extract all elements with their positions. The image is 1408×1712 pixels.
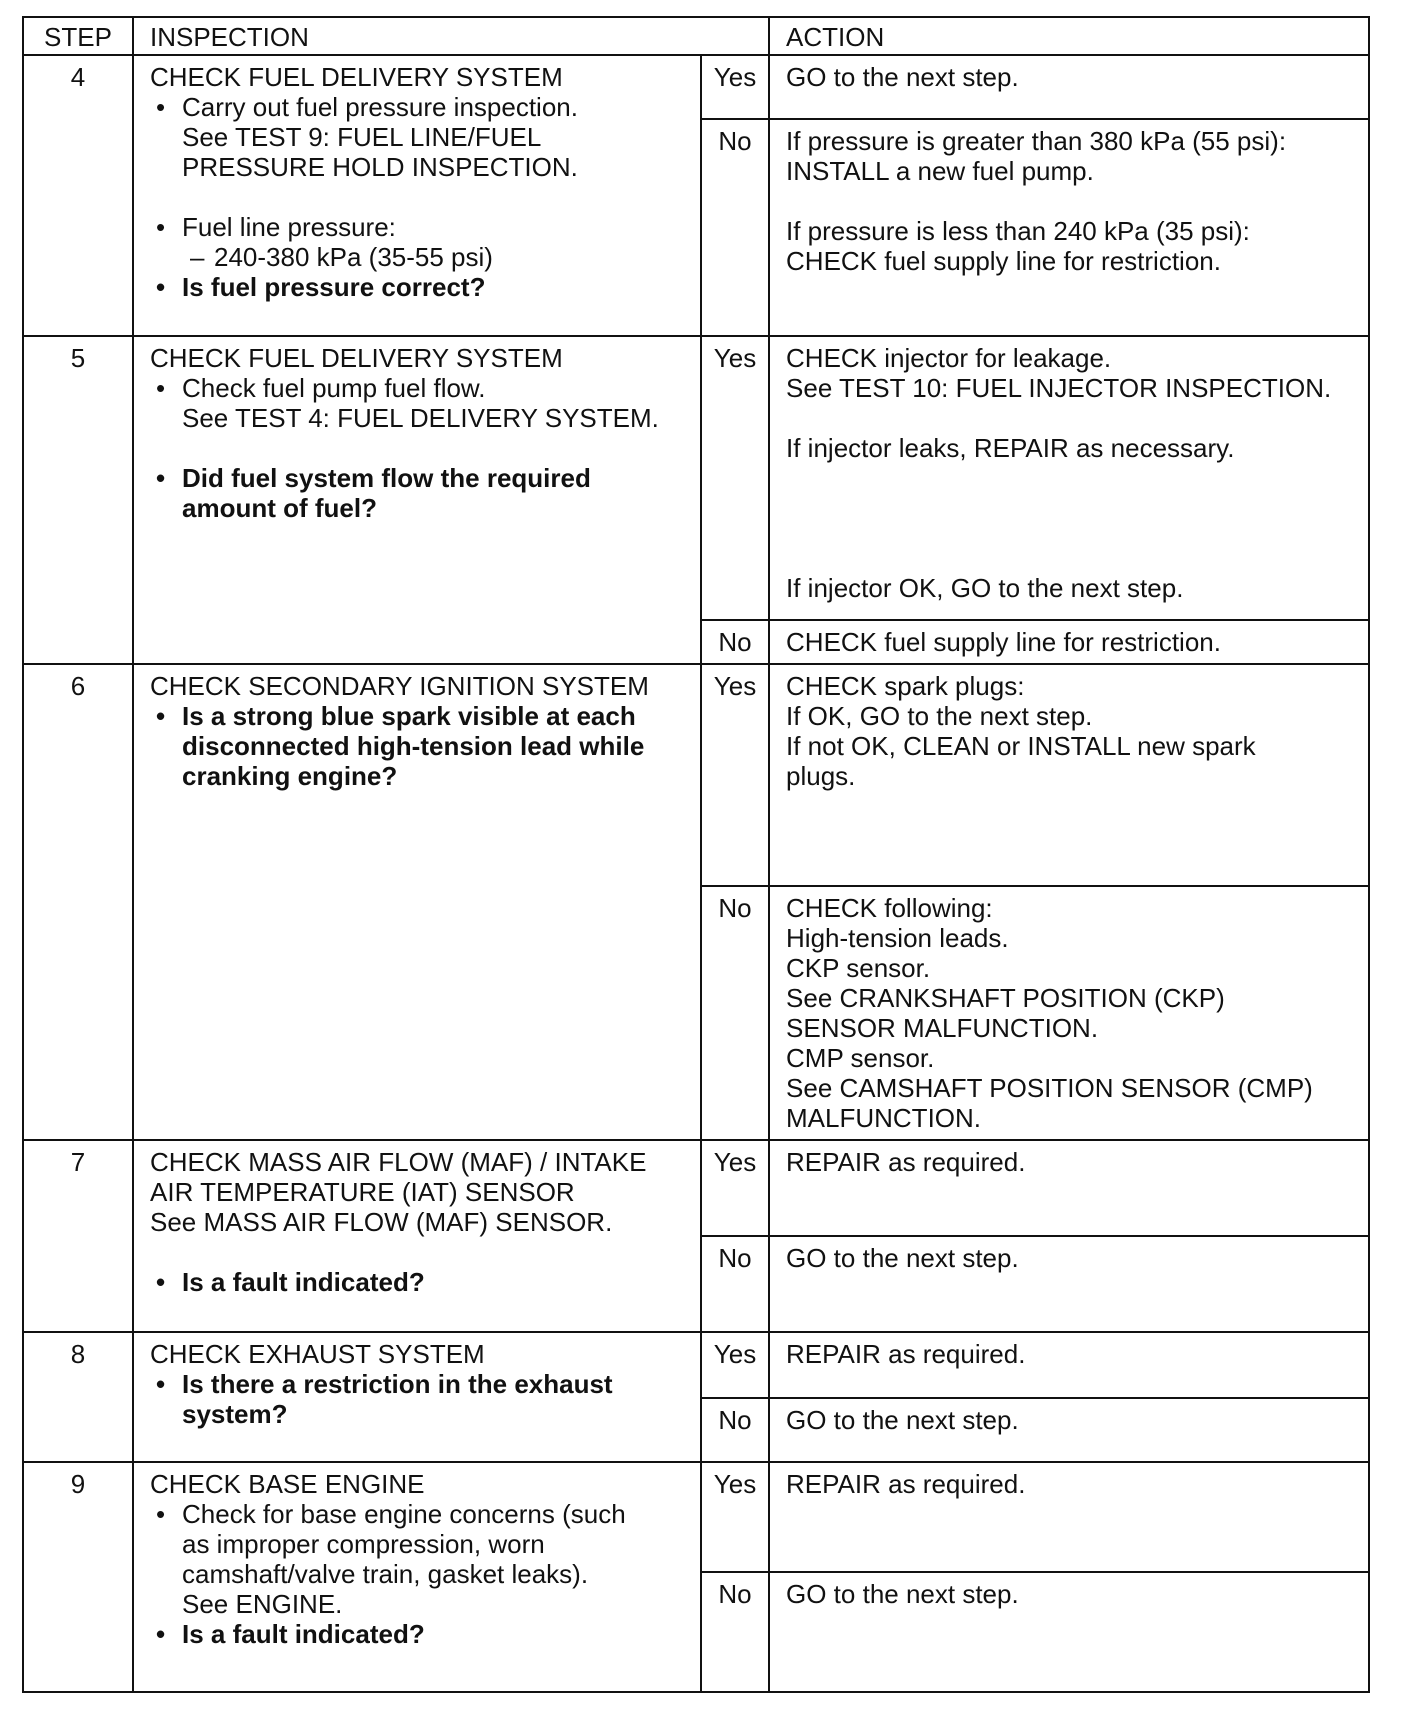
inspection-question: amount of fuel? [182,493,377,523]
spacer [786,403,1354,433]
header-step: STEP [23,17,133,55]
spacer [150,182,686,212]
inspection-reference: See ENGINE. [182,1589,343,1619]
diagnostic-table [22,16,1370,1693]
action-text: If injector leaks, REPAIR as necessary. [786,433,1235,463]
action-text: GO to the next step. [786,1405,1019,1435]
inspection-title: AIR TEMPERATURE (IAT) SENSOR [150,1177,575,1207]
action-text: REPAIR as required. [786,1147,1026,1177]
step-number: 9 [23,1462,133,1692]
inspection-cell [133,55,701,336]
action-text: REPAIR as required. [786,1339,1026,1369]
action-text: CHECK following: [786,893,993,923]
inspection-title: CHECK EXHAUST SYSTEM [150,1339,485,1369]
inspection-cell [133,1140,701,1332]
action-cell [769,336,1369,620]
inspection-question: • Did fuel system flow the required [150,463,686,493]
action-text: CHECK fuel supply line for restriction. [786,246,1221,276]
action-text: See CAMSHAFT POSITION SENSOR (CMP) [786,1073,1313,1103]
action-cell [769,1572,1369,1692]
inspection-title: CHECK SECONDARY IGNITION SYSTEM [150,671,649,701]
table-row [23,1462,1369,1572]
action-text: See TEST 10: FUEL INJECTOR INSPECTION. [786,373,1332,403]
inspection-bullet: • Check for base engine concerns (such [150,1499,686,1529]
action-cell [769,886,1369,1140]
inspection-question: • Is a strong blue spark visible at each [150,701,686,731]
inspection-question: cranking engine? [182,761,398,791]
yes-label: Yes [701,336,769,620]
inspection-bullet: • Check fuel pump fuel flow. [150,373,686,403]
inspection-question: • Is a fault indicated? [150,1619,686,1649]
no-label: No [701,1236,769,1332]
action-text: GO to the next step. [786,1243,1019,1273]
action-cell [769,55,1369,119]
step-number: 7 [23,1140,133,1332]
action-text: REPAIR as required. [786,1469,1026,1499]
action-text: If pressure is greater than 380 kPa (55 psi): [786,126,1287,156]
step-number: 4 [23,55,133,336]
action-cell [769,1398,1369,1462]
step-number: 5 [23,336,133,664]
inspection-question: • Is fuel pressure correct? [150,272,686,302]
yes-label: Yes [701,1332,769,1398]
action-text: If injector OK, GO to the next step. [786,573,1184,603]
spacer [150,1237,686,1267]
inspection-cell [133,664,701,1140]
yes-label: Yes [701,55,769,119]
action-cell [769,1140,1369,1236]
action-text: GO to the next step. [786,62,1019,92]
action-text: CKP sensor. [786,953,931,983]
step-number: 6 [23,664,133,1140]
action-text: CMP sensor. [786,1043,935,1073]
inspection-question: system? [182,1399,288,1429]
header-inspection: INSPECTION [133,17,769,55]
no-label: No [701,886,769,1140]
inspection-bullet: • Carry out fuel pressure inspection. [150,92,686,122]
inspection-cell [133,1462,701,1692]
inspection-cell [133,1332,701,1462]
action-text: INSTALL a new fuel pump. [786,156,1094,186]
action-text: If not OK, CLEAN or INSTALL new spark [786,731,1256,761]
yes-label: Yes [701,1462,769,1572]
inspection-title: CHECK FUEL DELIVERY SYSTEM [150,62,563,92]
spacer [786,186,1354,216]
inspection-question: disconnected high-tension lead while [182,731,645,761]
action-text: See CRANKSHAFT POSITION (CKP) [786,983,1225,1013]
action-text: CHECK spark plugs: [786,671,1025,701]
inspection-reference: PRESSURE HOLD INSPECTION. [182,152,578,182]
spacer [150,433,686,463]
table-row [23,1140,1369,1236]
inspection-title: CHECK MASS AIR FLOW (MAF) / INTAKE [150,1147,647,1177]
no-label: No [701,620,769,664]
table-row [23,55,1369,119]
inspection-bullet: camshaft/valve train, gasket leaks). [182,1559,589,1589]
inspection-question: • Is there a restriction in the exhaust [150,1369,686,1399]
inspection-reference: See TEST 9: FUEL LINE/FUEL [182,122,542,152]
action-cell [769,620,1369,664]
no-label: No [701,1572,769,1692]
action-text: If OK, GO to the next step. [786,701,1093,731]
inspection-cell [133,336,701,664]
action-cell [769,1462,1369,1572]
spacer [786,463,1354,573]
action-text: If pressure is less than 240 kPa (35 psi): [786,216,1250,246]
inspection-spec: – 240-380 kPa (35-55 psi) [150,242,686,272]
action-text: CHECK injector for leakage. [786,343,1112,373]
table-row [23,336,1369,620]
action-text: SENSOR MALFUNCTION. [786,1013,1099,1043]
table-row [23,1332,1369,1398]
no-label: No [701,1398,769,1462]
inspection-question: • Is a fault indicated? [150,1267,686,1297]
yes-label: Yes [701,1140,769,1236]
step-number: 8 [23,1332,133,1462]
header-action: ACTION [769,17,1369,55]
action-text: High-tension leads. [786,923,1009,953]
action-cell [769,664,1369,886]
action-text: GO to the next step. [786,1579,1019,1609]
inspection-bullet: • Fuel line pressure: [150,212,686,242]
table-row [23,664,1369,886]
action-cell [769,1332,1369,1398]
action-cell [769,1236,1369,1332]
action-text: plugs. [786,761,856,791]
no-label: No [701,119,769,336]
inspection-reference: See MASS AIR FLOW (MAF) SENSOR. [150,1207,613,1237]
inspection-title: CHECK FUEL DELIVERY SYSTEM [150,343,563,373]
action-cell [769,119,1369,336]
inspection-title: CHECK BASE ENGINE [150,1469,425,1499]
header-row [23,17,1369,55]
inspection-reference: See TEST 4: FUEL DELIVERY SYSTEM. [182,403,659,433]
yes-label: Yes [701,664,769,886]
inspection-bullet: as improper compression, worn [182,1529,545,1559]
action-text: CHECK fuel supply line for restriction. [786,627,1221,657]
action-text: MALFUNCTION. [786,1103,982,1133]
